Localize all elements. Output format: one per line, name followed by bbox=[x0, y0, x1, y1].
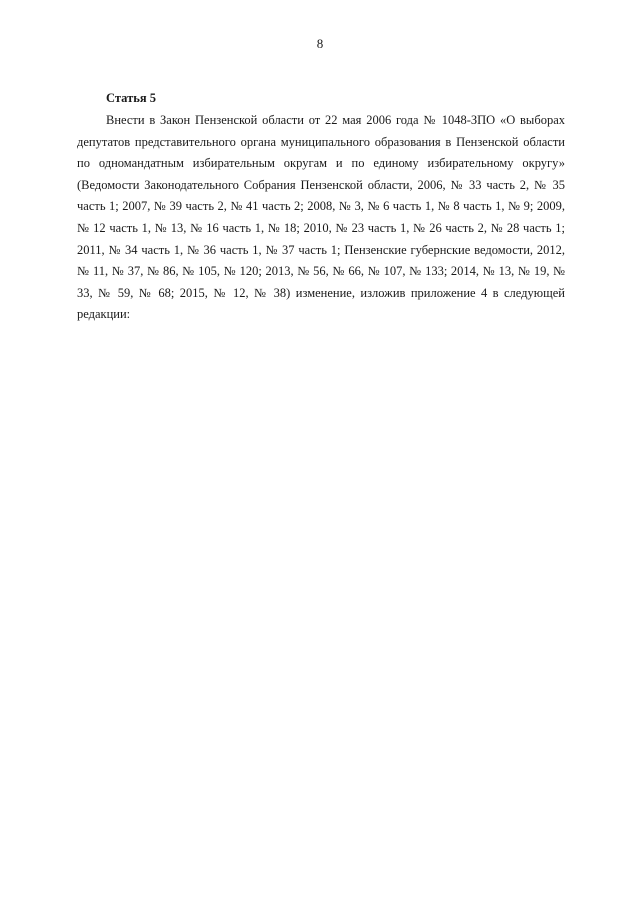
page-number: 8 bbox=[316, 36, 324, 51]
article-heading: Статья 5 bbox=[106, 91, 156, 105]
article-body-paragraph: Внести в Закон Пензенской области от 22 мая 2006 года № 1048-ЗПО «О выборах депутатов представительного органа муниципального образования в Пензенской области по одномандатным избирательным округам и по единому избирательному округу» (Ведомости Законодательного Собрания Пензенской области, 2006, № 33 часть 2, № 35 часть 1; 2007, № 39 часть 2, № 41 часть 2; 2008, № 3, № 6 часть 1, № 8 часть 1, № 9; 2009, № 12 часть 1, № 13, № 16 часть 1, № 18; 2010, № 23 часть 1, № 26 часть 2, № 28 часть 1; 2011, № 34 часть 1, № 36 часть 1, № 37 часть 1; Пензенские губернские ведомости, 2012, № 11, № 37, № 86, № 105, № 120; 2013, № 56, № 66, № 107, № 133; 2014, № 13, № 19, № 33, № 59, № 68; 2015, № 12, № 38) изменение, изложив приложение 4 в следующей редакции: bbox=[77, 113, 565, 322]
